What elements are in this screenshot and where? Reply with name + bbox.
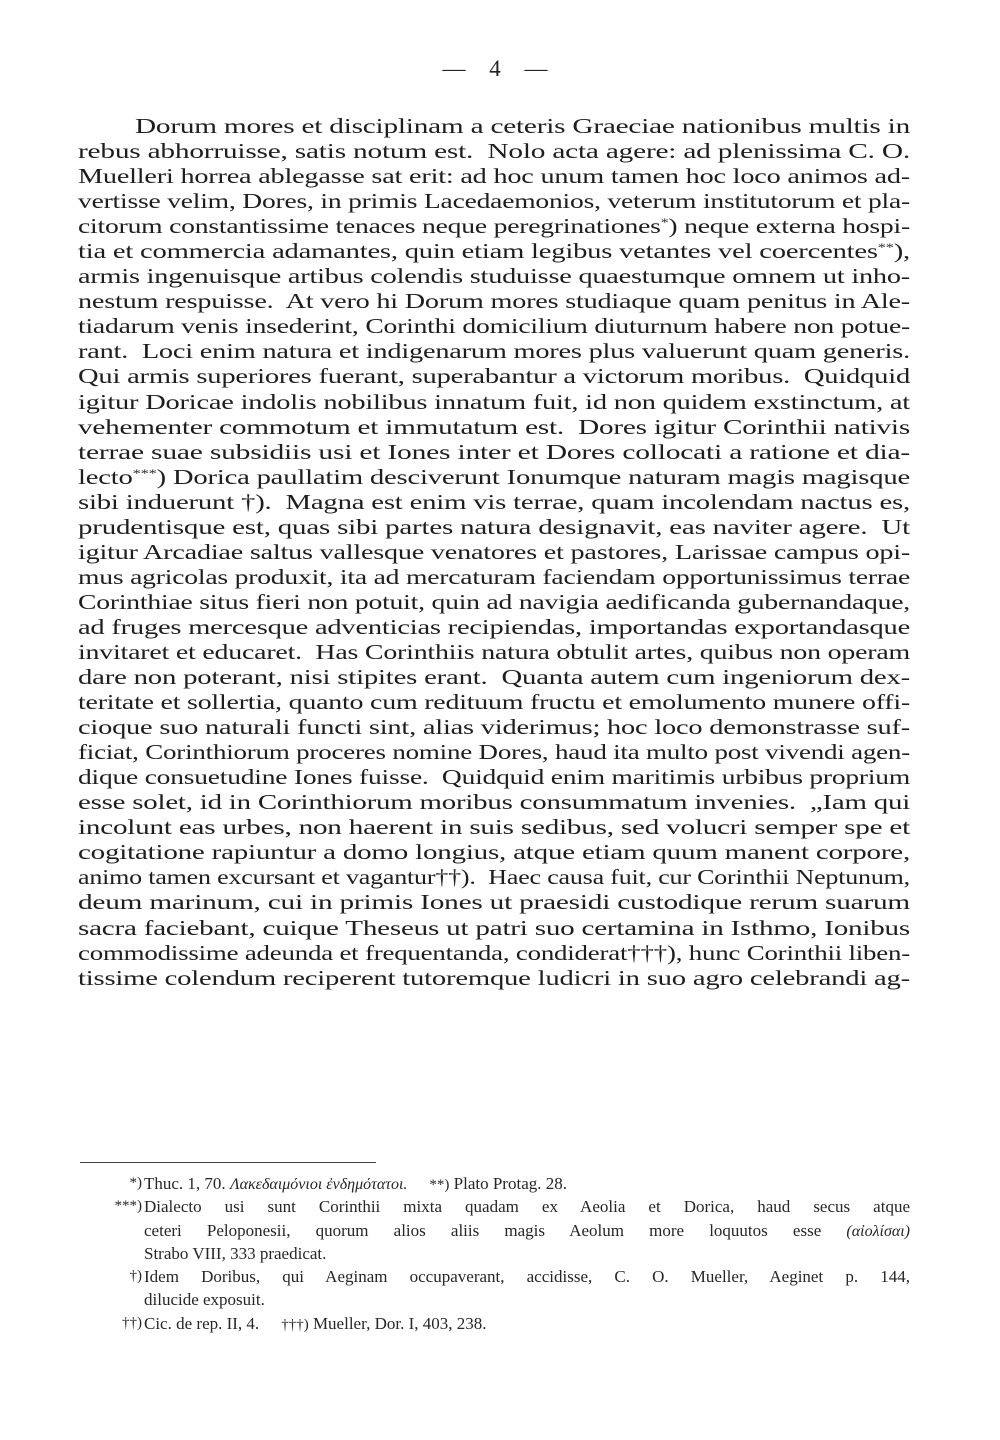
footnotes-block (78, 1172, 910, 1335)
footnote-5 (78, 1312, 910, 1335)
text-line: cioque suo naturali functi sint, alias viderimus; hoc loco demonstrasse suf- (78, 715, 910, 740)
footnote-4-cont (78, 1288, 910, 1311)
text-line: sacra faciebant, cuique Theseus ut patri suo certamina in Isthmo, Ionibus (78, 915, 910, 940)
text-line: incolunt eas urbes, non haerent in suis sedibus, sed volucri semper spe et (78, 815, 910, 840)
text-line: rant. Loci enim natura et indigenarum mores plus valuerunt quam generis. (78, 339, 911, 364)
text-line: tissime colendum reciperent tutoremque ludicri in suo agro celebrandi ag- (78, 965, 910, 990)
footnote-text: ceteri Peloponesii, quorum alios aliis magis Aeolum more loquutos esse (144, 1220, 822, 1240)
footnote-mark: †) (129, 1268, 142, 1285)
text-segment: ). Haec causa fuit, cur Corinthii Neptunum, (460, 865, 910, 890)
footnote-mark: **) (429, 1177, 450, 1193)
footnote-ref-2[interactable]: ** (877, 240, 894, 255)
text-line: igitur Arcadiae saltus vallesque venatores et pastores, Larissae campus opi- (78, 539, 910, 564)
text-segment: sibi induerunt (78, 489, 235, 514)
text-segment: ), (893, 239, 910, 264)
footnote-ref-4[interactable]: † (241, 489, 256, 514)
footnote-3-cont (78, 1219, 910, 1242)
text-line: tiadarum venis insederint, Corinthi domicilium diuturnum habere non potue- (78, 314, 910, 339)
text-line: vehementer commotum et immutatum est. Dores igitur Corinthii nativis (78, 414, 910, 439)
footnote-text: Dialecto usi sunt Corinthii mixta quadam ex Aeolia et Dorica, haud secus atque (144, 1197, 910, 1217)
footnote-3 (78, 1195, 910, 1218)
text-segment: commodissime adeunda et frequentanda, condiderat (78, 940, 628, 965)
text-line (78, 239, 910, 264)
footnote-text: Cic. de rep. II, 4. (144, 1313, 260, 1333)
footnote-mark: ***) (114, 1198, 142, 1215)
footnote-text: Mueller, Dor. I, 403, 238. (312, 1313, 487, 1333)
text-segment: ) (668, 214, 678, 239)
text-line: dare non poterant, nisi stipites erant. Quanta autem cum ingeniorum dex- (78, 665, 910, 690)
text-line: vertisse velim, Dores, in primis Lacedaemonios, veterum institutorum et pla- (78, 189, 910, 214)
footnote-text: Strabo VIII, 333 praedicat. (144, 1243, 327, 1263)
footnote-ref-3[interactable]: *** (132, 465, 157, 480)
footnote-text: Thuc. 1, 70. (144, 1174, 226, 1193)
text-segment: neque externa hospi- (677, 214, 910, 239)
text-segment: citorum constantissime tenaces neque peregrinationes (78, 214, 661, 239)
text-segment: animo tamen excursant et vagantur (78, 865, 436, 890)
text-segment: ). Magna est enim vis terrae, quam incolendam nactus es, (255, 489, 911, 514)
text-line (78, 490, 910, 515)
text-line: invitaret et educaret. Has Corinthiis natura obtulit artes, quibus non operam (78, 639, 910, 664)
text-segment: lecto (78, 464, 133, 489)
text-line: Corinthiae situs fieri non potuit, quin ad navigia aedificanda gubernandaque, (78, 589, 910, 614)
text-line: ficiat, Corinthiorum proceres nomine Dores, haud ita multo post vivendi agen- (78, 740, 910, 765)
text-line: esse solet, id in Corinthiorum moribus consummatum invenies. „Iam qui (78, 790, 911, 815)
text-line (78, 865, 910, 890)
text-line: dique consuetudine Iones fuisse. Quidquid enim maritimis urbibus proprium (78, 765, 910, 790)
main-text-block (78, 114, 910, 991)
footnote-ref-6[interactable]: ††† (627, 940, 667, 965)
text-segment: tia et commercia adamantes, quin etiam legibus vetantes vel coercentes (78, 239, 878, 264)
text-line: ad fruges mercesque adventicias recipiendas, importandas exportandasque (78, 614, 910, 639)
text-line (78, 214, 910, 239)
text-line: armis ingenuisque artibus colendis studuisse quaestumque omnem ut inho- (78, 264, 910, 289)
text-line: Qui armis superiores fuerant, superabantur a victorum moribus. Quidquid (78, 364, 910, 389)
text-line: mus agricolas produxit, ita ad mercaturam faciendam opportunissimus terrae (78, 564, 910, 589)
footnote-divider (80, 1162, 376, 1163)
text-line: Muelleri horrea ablegasse sat erit: ad hoc unum tamen hoc loco animos ad- (78, 164, 910, 189)
footnote-4 (78, 1265, 910, 1288)
footnote-text: dilucide exposuit. (144, 1290, 265, 1310)
footnote-ref-5[interactable]: †† (435, 865, 461, 890)
footnote-greek: (αἰολίσαι) (846, 1222, 910, 1240)
text-line: cogitatione rapiuntur a domo longius, atque etiam quum manent corpore, (78, 840, 910, 865)
footnote-greek: Λακεδαιμόνιοι ἐνδημότατοι. (229, 1176, 408, 1193)
text-line: rebus abhorruisse, satis notum est. Nolo acta agere: ad plenissima C. O. (78, 139, 910, 164)
footnote-1 (78, 1172, 910, 1195)
text-line: nestum respuisse. At vero hi Dorum mores studiaque quam penitus in Ale- (78, 289, 911, 314)
footnote-text: Idem Doribus, qui Aeginam occupaverant, accidisse, C. O. Mueller, Aeginet p. 144, (144, 1267, 910, 1287)
footnote-mark: ††) (122, 1314, 142, 1331)
footnote-3-cont (78, 1242, 910, 1265)
text-line: igitur Doricae indolis nobilibus innatum fuit, id non quidem exstinctum, at (78, 389, 910, 414)
text-line (78, 941, 910, 966)
text-line: terrae suae subsidiis usi et Iones inter et Dores collocati a ratione et dia- (78, 439, 910, 464)
text-line: Dorum mores et disciplinam a ceteris Graeciae nationibus multis in (135, 114, 910, 138)
text-segment: ) Dorica paullatim desciverunt Ionumque naturam magis magisque (156, 464, 910, 489)
footnote-text: Plato Protag. 28. (453, 1174, 567, 1193)
text-line (78, 465, 910, 490)
footnote-ref-1[interactable]: * (660, 215, 669, 230)
page-number: — 4 — (442, 56, 548, 81)
text-line: teritate et sollertia, quanto cum redituum fructu et emolumento munere offi- (78, 690, 910, 715)
footnote-mark: *) (129, 1175, 142, 1191)
text-line: deum marinum, cui in primis Iones ut praesidi custodique rerum suarum (78, 890, 910, 915)
text-line: prudentisque est, quas sibi partes natura designavit, eas naviter agere. Ut (78, 514, 910, 539)
footnote-mark: †††) (281, 1316, 309, 1333)
text-segment: ), hunc Corinthii liben- (666, 940, 910, 965)
